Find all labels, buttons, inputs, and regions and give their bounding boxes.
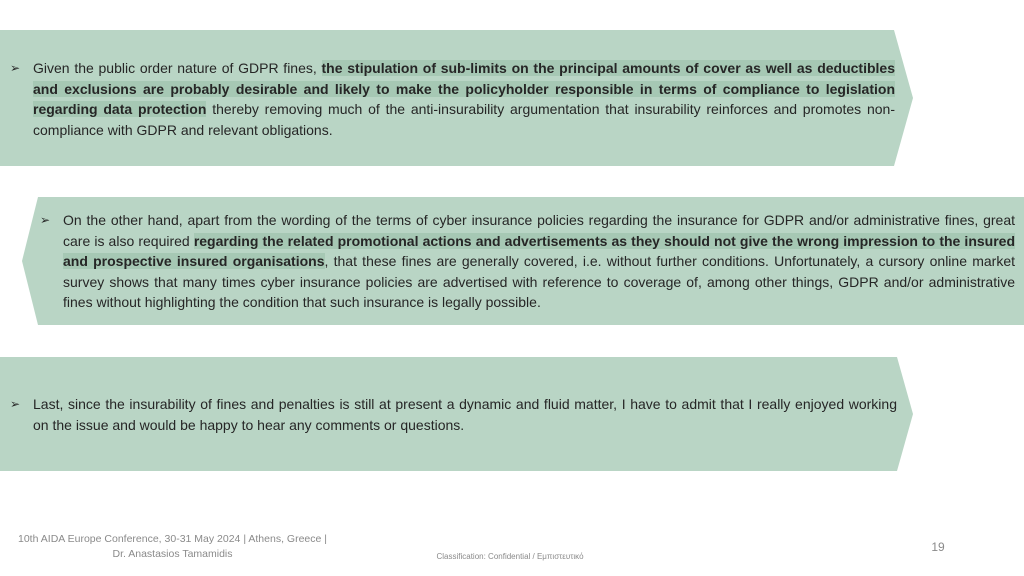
bullet-2-plain-after: , that these fines are generally covered, i.e. without further conditions. Unfortunately, a cursory online market survey shows that many times cyber insurance policies are advertised with reference to coverage of, among other things, GDPR and/or administrative fines without highlighting the condition that such insurance is legally possible. (63, 253, 1015, 310)
bullet-3-text (33, 394, 897, 435)
bullet-arrow-icon: ➢ (10, 61, 21, 75)
bullet-1-text (33, 58, 895, 140)
bullet-panel-3 (0, 357, 913, 471)
footer-classification: Classification: Confidential / Εμπιστευτικό (436, 552, 584, 561)
bullet-2-plain-before: On the other hand, apart from the wording of the terms of cyber insurance policies regarding the insurance for GDPR and/or administrative fines, great care is also required (63, 212, 1015, 249)
footer-conference: 10th AIDA Europe Conference, 30-31 May 2024 | Athens, Greece | Dr. Anastasios Tamamidis (18, 533, 327, 560)
bullet-arrow-icon: ➢ (40, 213, 51, 227)
bullet-3-plain-before: Last, since the insurability of fines and penalties is still at present a dynamic and fluid matter, I have to admit that I really enjoyed working on the issue and would be happy to hear any comments or questions. (33, 396, 897, 433)
bullet-2-text (63, 210, 1015, 313)
bullet-1-plain-before: Given the public order nature of GDPR fines, (33, 60, 322, 76)
bullet-1-bold: the stipulation of sub-limits on the principal amounts of cover as well as deductibles and exclusions are probably desirable and likely to make the policyholder responsible in terms of compliance to legislation regarding data protection (33, 60, 896, 117)
bullet-1-plain-after: thereby removing much of the anti-insurability argumentation that insurability reinforces and promotes non-compliance with GDPR and relevant obligations. (33, 101, 895, 138)
bullet-arrow-icon: ➢ (10, 397, 21, 411)
page-number: 19 (931, 540, 945, 554)
bullet-panel-2 (22, 197, 1024, 325)
bullet-2-bold: regarding the related promotional actions and advertisements as they should not give the wrong impression to the insured and prospective insured organisations (63, 232, 1016, 269)
bullet-panel-1 (0, 30, 913, 166)
